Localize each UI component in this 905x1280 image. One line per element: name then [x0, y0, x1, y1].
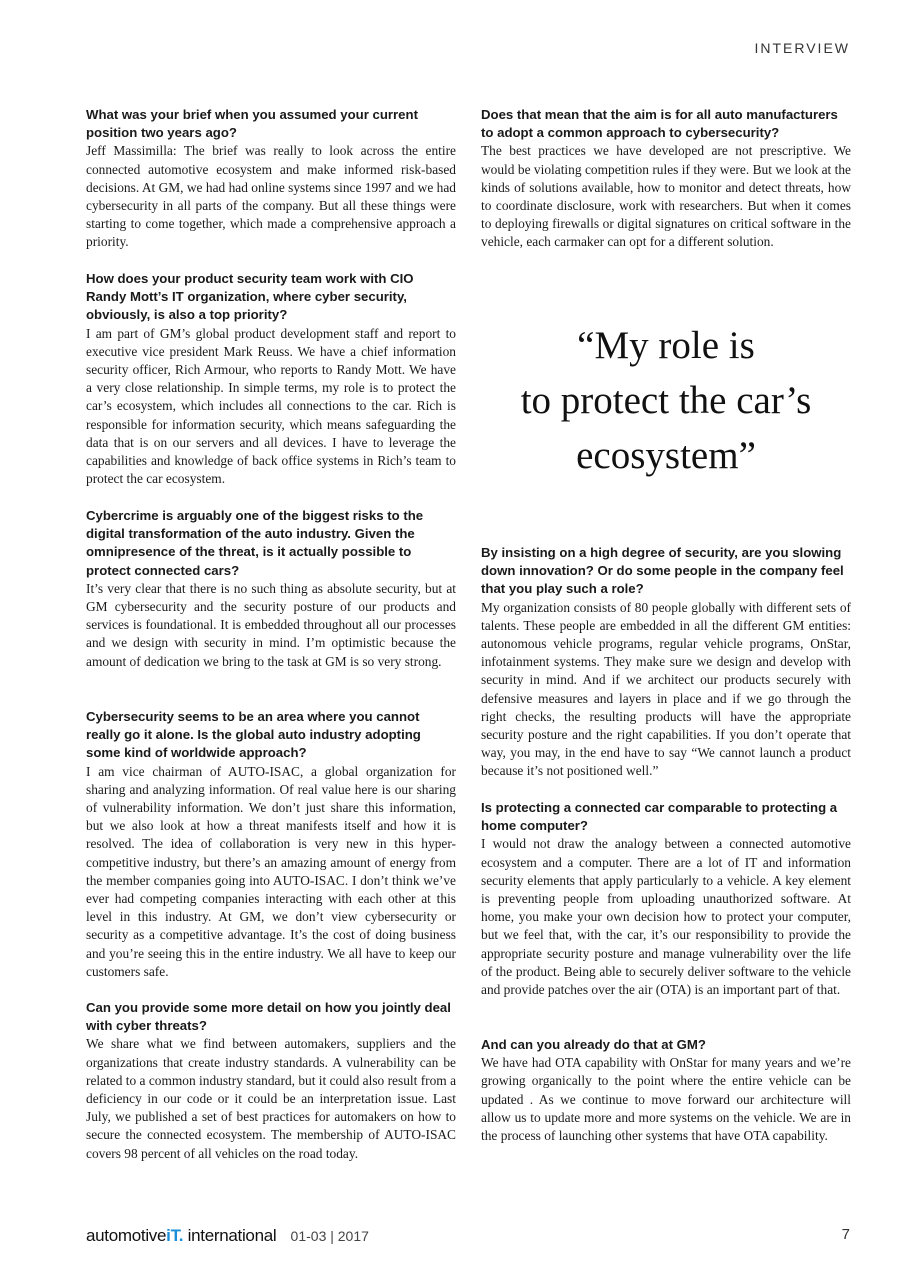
answer: My organization consists of 80 people globally with different sets of talents. These people are embedded in all the different GM entities: autonomous vehicle programs, regular vehicle programs, OnStar, infotainment systems. They make sure we design and develop with security in mind. And if we architect our products securely with defensive measures and layers in place and if we go through the right checks, the resulting products will have the appropriate security posture and the right capabilities. If you don’t operate that way, you may, in the end have to say “We cannot launch a product because it’s not positioned well.”	[481, 599, 851, 779]
qa-block	[86, 999, 456, 1163]
pull-quote-line: to protect the car’s	[520, 379, 812, 422]
logo-it: iT.	[166, 1226, 184, 1245]
pull-quote	[481, 318, 851, 483]
question: Can you provide some more detail on how you jointly deal with cyber threats?	[86, 1000, 451, 1034]
section-label: INTERVIEW	[754, 40, 850, 56]
qa-block	[86, 708, 456, 981]
page-number: 7	[841, 1226, 850, 1243]
question: Cybercrime is arguably one of the biggest risks to the digital transformation of the auto industry. Given the omnipresence of the threat, is it actually possible to protect connected cars?	[86, 508, 424, 578]
logo-text: international	[183, 1226, 277, 1245]
question: Is protecting a connected car comparable to protecting a home computer?	[481, 800, 838, 834]
question: By insisting on a high degree of security, are you slowing down innovation? Or do some people in the company feel that you play such a role?	[481, 545, 844, 597]
question: How does your product security team work with CIO Randy Mott’s IT organization, where cyber security, obviously, is also a top priority?	[86, 271, 414, 323]
qa-block	[86, 270, 456, 488]
magazine-logo	[86, 1226, 276, 1245]
qa-block	[86, 507, 456, 671]
answer: I would not draw the analogy between a connected automotive ecosystem and a computer. There are a lot of IT and information security elements that apply particularly to a vehicle. A key element is preventing people from uploading unauthorized software. At home, you make your own decision how to protect your computer, but we feel that, with the car, it’s our responsibility to provide the appropriate security posture and manage vulnerability over the life of the product. Being able to securely deliver software to the vehicle and provide patches over the air (OTA) is an important part of that.	[481, 836, 851, 998]
qa-block	[481, 544, 851, 781]
question: What was your brief when you assumed your current position two years ago?	[86, 107, 418, 141]
question: And can you already do that at GM?	[481, 1037, 706, 1052]
pull-quote-line: ecosystem”	[576, 434, 756, 477]
answer: The best practices we have developed are not prescriptive. We would be violating competition rules if they were. But we look at the kinds of solutions available, how to monitor and detect threats, how to coordinate disclosure, work with researchers. But when it comes to deploying firewalls or digital signatures on critical software in the vehicle, each carmaker can opt for a different solution.	[481, 143, 851, 250]
logo-text: automotive	[86, 1226, 167, 1245]
pull-quote-line: “My role is	[577, 324, 755, 367]
question: Does that mean that the aim is for all auto manufacturers to adopt a common approach to cybersecurity?	[481, 107, 838, 141]
answer: I am vice chairman of AUTO-ISAC, a global organization for sharing and analyzing information. Of real value here is our sharing of vulnerability information. We don’t just share this information, but we also look at how a threat manifests itself and how it is resolved. The idea of collaboration is very new in this hyper-competitive industry, but there’s an amazing amount of energy from the member companies going into AUTO-ISAC. I don’t think we’ve ever had competing companies interacting with each other at this level in this industry. At GM, we don’t view cybersecurity or security as a competitive advantage. It’s the cost of doing business and you’re seeing this in the entire industry. We all have to keep our customers safe.	[86, 763, 456, 979]
answer: I am part of GM’s global product development staff and report to executive vice president Mark Reuss. We have a chief information security officer, Rich Armour, who reports to Randy Mott. We have a very close relationship. In simple terms, my role is to protect the car’s ecosystem, which includes all connections to the car. Rich is responsible for information security, which means safeguarding the data that is on our servers and all devices. I have to leverage the capabilities and knowledge of back office systems in Rich’s team to protect the car ecosystem.	[86, 325, 456, 487]
question: Cybersecurity seems to be an area where you cannot really go it alone. Is the global auto industry adopting some kind of worldwide approach?	[86, 709, 421, 761]
answer: Jeff Massimilla: The brief was really to look across the entire connected automotive ecosystem and make informed risk-based decisions. At GM, we had had online systems since 1997 and we had cybersecurity in all parts of the company. But all these things were starting to come together, which made a comprehensive approach a priority.	[86, 143, 456, 250]
answer: We have had OTA capability with OnStar for many years and we’re growing organically to the point where the entire vehicle can be updated . As we continue to move forward our architecture will allow us to update more and more systems on the vehicle. We are in the process of launching other systems that have OTA capability.	[481, 1055, 851, 1144]
issue-date: 01-03 | 2017	[290, 1228, 369, 1244]
footer	[86, 1226, 369, 1246]
answer: We share what we find between automakers, suppliers and the organizations that create industry standards. A vulnerability can be related to a common industry standard, but it could also result from a deficiency in our code or it could be an interpretation issue. Last July, we published a set of best practices for automakers on how to secure the connected ecosystem. The membership of AUTO-ISAC covers 98 percent of all vehicles on the road today.	[86, 1036, 457, 1161]
answer: It’s very clear that there is no such thing as absolute security, but at GM cybersecurity and the security posture of our products and services is foundational. It is embedded throughout all our processes and we design with security in mind. I’m optimistic because the amount of dedication we bring to the task at GM is so very strong.	[86, 580, 456, 669]
qa-block	[86, 106, 456, 252]
qa-block	[481, 799, 851, 999]
qa-block	[481, 1036, 851, 1145]
qa-block	[481, 106, 851, 252]
